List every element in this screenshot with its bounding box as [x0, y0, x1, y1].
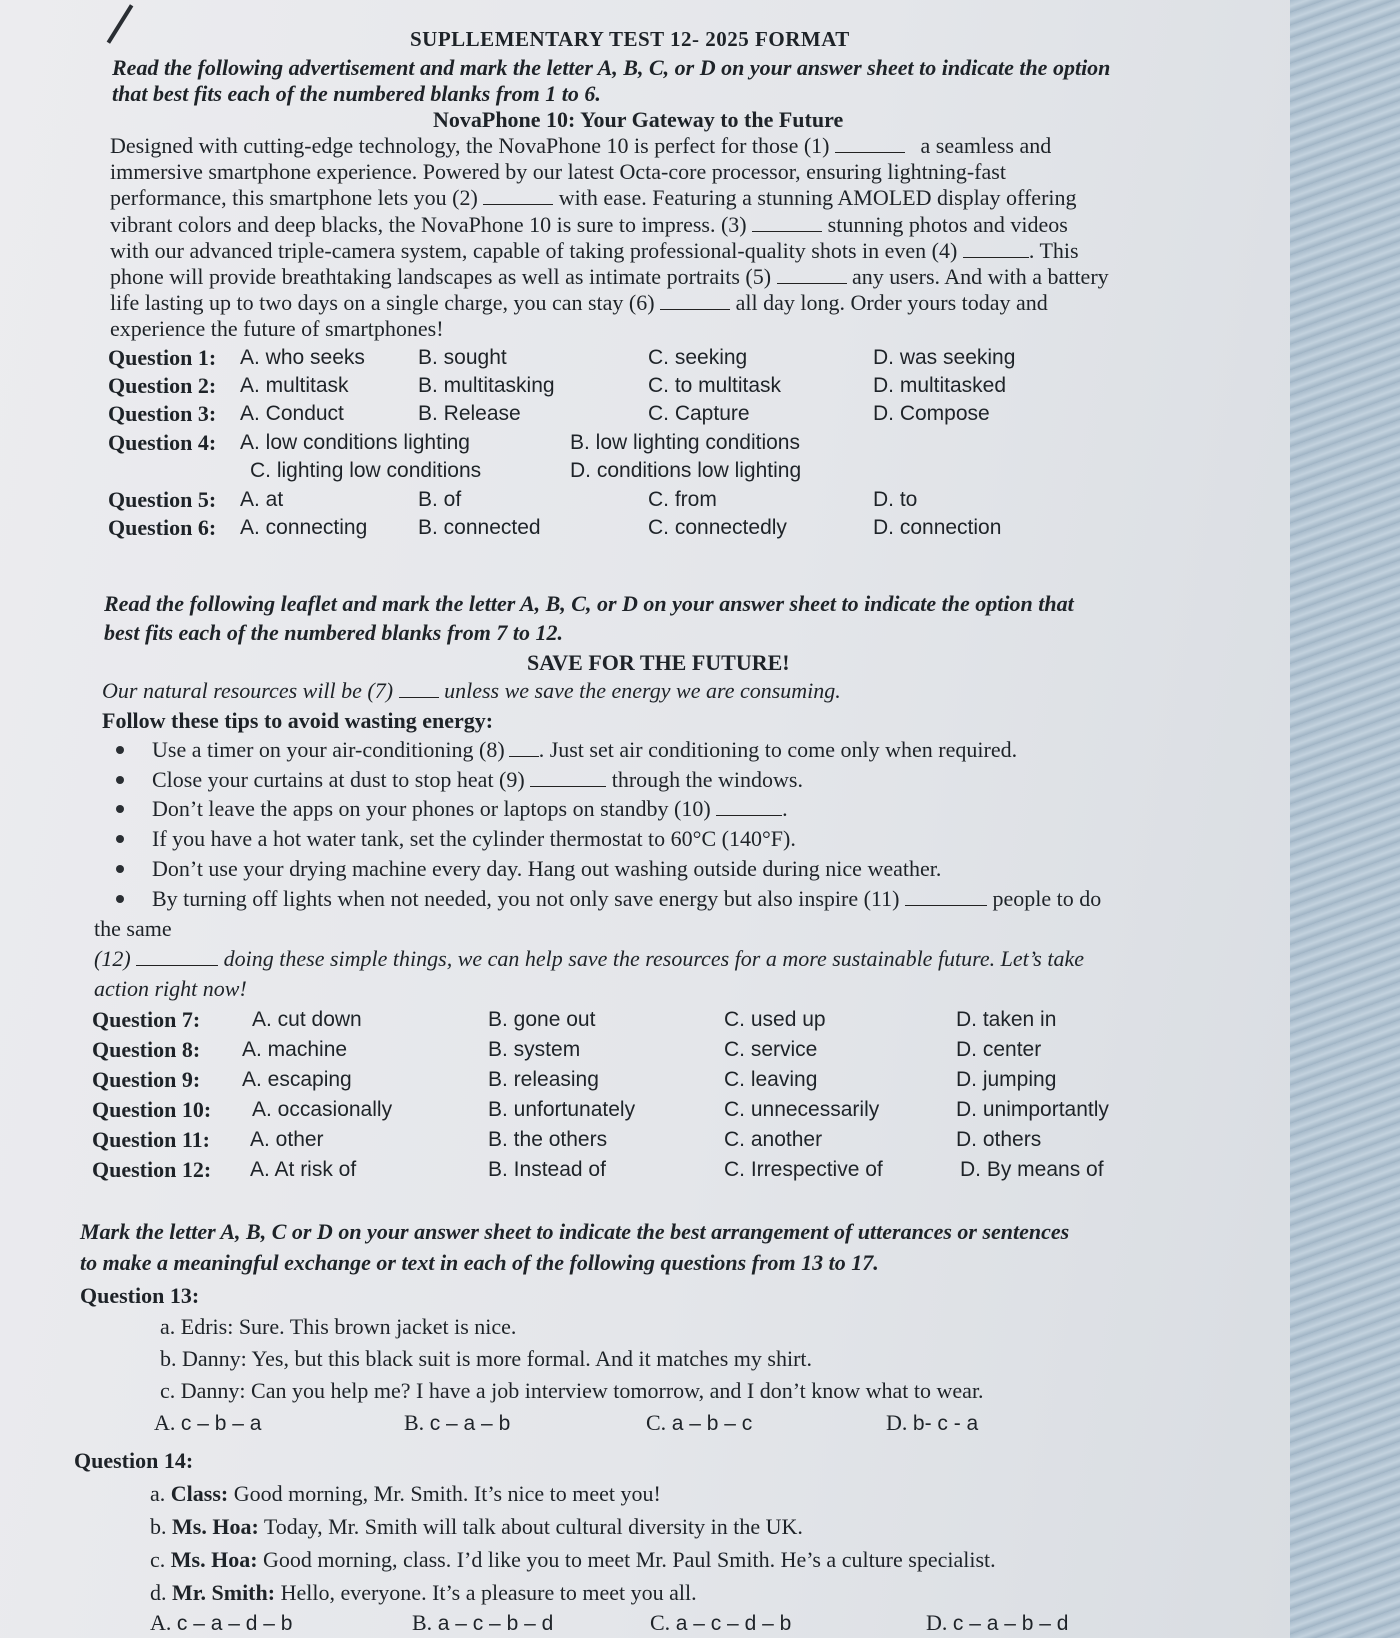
speaker: Ms. Hoa:: [170, 1547, 258, 1572]
part1-instruction-2: that best fits each of the numbered blanks from 1 to 6.: [112, 81, 601, 106]
ad-line-1: [110, 133, 1051, 159]
option-c: C. service: [724, 1038, 818, 1061]
option-c: C. from: [648, 488, 717, 511]
ad-line-4-text-a: vibrant colors and deep blacks, the NovaPhone 10 is sure to impress. (3): [110, 212, 747, 237]
question-label: Question 10:: [92, 1097, 212, 1122]
ad-line-6-text-a: phone will provide breathtaking landscapes as well as intimate portraits (5): [110, 264, 772, 289]
option-d: D. conditions low lighting: [570, 459, 802, 482]
option-a: A. at: [240, 488, 284, 511]
question-label: Question 11:: [92, 1127, 210, 1152]
ad-line-4-text-b: stunning photos and videos: [827, 212, 1068, 237]
pen-mark: [107, 4, 134, 43]
option-b: B. Release: [418, 402, 521, 425]
tip-item: If you have a hot water tank, set the cylinder thermostat to 60°C (140°F).: [152, 826, 796, 851]
question-label: Question 9:: [92, 1067, 201, 1092]
exchange-line: [150, 1481, 661, 1507]
exchange-line: [150, 1514, 803, 1540]
option-letter: B.: [412, 1610, 433, 1635]
question-label: Question 3:: [108, 401, 217, 426]
option-text: c – b – a: [180, 1412, 262, 1435]
option-a: A. Conduct: [240, 402, 344, 425]
question-label: Question 7:: [92, 1007, 201, 1032]
ad-line-7: [110, 290, 1048, 316]
speaker: Ms. Hoa:: [172, 1514, 259, 1539]
blank-9: [530, 768, 606, 787]
part3-instruction-1: Mark the letter A, B, C or D on your answer sheet to indicate the best arrangement of utterances or sentences: [80, 1219, 1070, 1244]
option-d: D. Compose: [873, 402, 990, 425]
line-text: Good morning, Mr. Smith. It’s nice to meet you!: [228, 1481, 661, 1506]
ad-line-5-text-b: . This: [1028, 238, 1079, 263]
ad-title: NovaPhone 10: Your Gateway to the Future: [433, 107, 844, 132]
tip-continuation: the same: [94, 916, 172, 941]
option-letter: B.: [404, 1410, 425, 1435]
blank-4: [963, 239, 1029, 258]
ad-line-7-text-b: all day long. Order yours today and: [735, 290, 1048, 315]
option-text: a – b – c: [671, 1412, 753, 1435]
blank-6: [660, 291, 730, 310]
line-text: Good morning, class. I’d like you to meet Mr. Paul Smith. He’s a culture specialist.: [257, 1547, 996, 1572]
option-c: C. connectedly: [648, 516, 787, 539]
blank-10: [716, 797, 782, 816]
exchange-line: [150, 1547, 996, 1573]
option-b: B. low lighting conditions: [570, 431, 800, 454]
bullet-icon: [116, 835, 124, 843]
option-a: A. machine: [242, 1038, 348, 1061]
page-title: SUPLLEMENTARY TEST 12- 2025 FORMAT: [410, 27, 850, 51]
leaflet-intro-text-b: unless we save the energy we are consuming.: [444, 678, 841, 703]
exchange-line: a. Edris: Sure. This brown jacket is nice.: [160, 1314, 517, 1339]
ad-line-1-text-b: a seamless and: [920, 133, 1052, 158]
bullet-icon: [116, 805, 124, 813]
blank-11: [905, 887, 987, 906]
part2-instruction-1: Read the following leaflet and mark the letter A, B, C, or D on your answer sheet to indicate the option that: [104, 591, 1074, 616]
blank-2: [483, 186, 553, 205]
leaflet-intro: [102, 678, 841, 704]
ad-line-4: [110, 212, 1068, 238]
option-letter: D.: [926, 1610, 948, 1635]
option-text: a – c – b – d: [437, 1612, 554, 1635]
ad-line-3-text-b: with ease. Featuring a stunning AMOLED display offering: [558, 185, 1077, 210]
option-b: B. gone out: [488, 1008, 596, 1031]
part3-instruction-2: to make a meaningful exchange or text in each of the following questions from 13 to 17.: [80, 1250, 879, 1275]
question-label: Question 14:: [74, 1448, 194, 1473]
option-c: C. leaving: [724, 1068, 818, 1091]
ad-line-5-text-a: with our advanced triple-camera system, capable of taking professional-quality shots in even (4): [110, 238, 958, 263]
blank-7: [399, 679, 439, 698]
tip-text-b: through the windows.: [611, 767, 803, 792]
option-a: A. At risk of: [250, 1158, 357, 1181]
question-label: Question 12:: [92, 1157, 212, 1182]
option-d: D. center: [956, 1038, 1042, 1061]
line-prefix: a.: [150, 1481, 171, 1506]
option-b: B. the others: [488, 1128, 608, 1151]
ad-line-6: [110, 264, 1109, 290]
option-d: D. others: [956, 1128, 1042, 1151]
tip-item: [152, 886, 1101, 912]
option-a: A. occasionally: [252, 1098, 393, 1121]
leaflet-intro-text-a: Our natural resources will be (7): [102, 678, 394, 703]
line-text: Hello, everyone. It’s a pleasure to meet you all.: [275, 1580, 697, 1605]
option-text: b- c - a: [912, 1412, 979, 1435]
option-b: B. of: [418, 488, 462, 511]
option-d: D. multitasked: [873, 374, 1007, 397]
blank-5: [777, 265, 847, 284]
option-a: A. who seeks: [240, 346, 365, 369]
line-text: Today, Mr. Smith will talk about cultural diversity in the UK.: [258, 1514, 803, 1539]
line-prefix: b.: [150, 1514, 172, 1539]
option-d: D. was seeking: [873, 346, 1016, 369]
option-c: C. to multitask: [648, 374, 782, 397]
part2-instruction-2: best fits each of the numbered blanks from 7 to 12.: [104, 620, 563, 645]
option-d: [926, 1610, 1068, 1637]
leaflet-closing-text-a: (12): [94, 946, 131, 971]
question-label: Question 5:: [108, 487, 217, 512]
option-a: A. cut down: [252, 1008, 362, 1031]
tip-text-b: .: [782, 796, 788, 821]
leaflet-closing: [94, 946, 1084, 972]
question-label: Question 2:: [108, 373, 217, 398]
line-prefix: c.: [150, 1547, 171, 1572]
leaflet-title: SAVE FOR THE FUTURE!: [527, 650, 790, 675]
line-prefix: d.: [150, 1580, 172, 1605]
question-label: Question 13:: [80, 1283, 200, 1308]
option-text: c – a – b: [429, 1412, 511, 1435]
option-c: C. lighting low conditions: [250, 459, 482, 482]
ad-line-8: experience the future of smartphones!: [110, 316, 444, 341]
option-b: B. unfortunately: [488, 1098, 636, 1121]
option-b: B. connected: [418, 516, 541, 539]
option-letter: A.: [150, 1610, 172, 1635]
option-d: D. to: [873, 488, 918, 511]
tip-text-b: . Just set air conditioning to come only when required.: [538, 737, 1018, 762]
option-d: D. jumping: [956, 1068, 1057, 1091]
tip-item: [152, 796, 788, 822]
option-c: C. Irrespective of: [724, 1158, 883, 1181]
tip-text-b: people to do: [992, 886, 1102, 911]
option-a: [150, 1610, 292, 1637]
option-b: [404, 1410, 510, 1437]
ad-line-3: [110, 185, 1077, 211]
option-d: D. taken in: [956, 1008, 1057, 1031]
tip-text-a: Use a timer on your air-conditioning (8): [152, 737, 505, 762]
speaker: Mr. Smith:: [172, 1580, 276, 1605]
leaflet-closing-cont: action right now!: [94, 976, 247, 1001]
option-b: B. sought: [418, 346, 507, 369]
option-c: C. another: [724, 1128, 823, 1151]
option-text: c – a – b – d: [952, 1612, 1069, 1635]
option-b: B. releasing: [488, 1068, 599, 1091]
bullet-icon: [116, 895, 124, 903]
option-a: A. other: [250, 1128, 324, 1151]
leaflet-closing-text-b: doing these simple things, we can help save the resources for a more sustainable future. Let’s take: [223, 946, 1084, 971]
option-letter: D.: [886, 1410, 908, 1435]
ad-line-5: [110, 238, 1079, 264]
question-label: Question 1:: [108, 345, 217, 370]
ad-line-3-text-a: performance, this smartphone lets you (2): [110, 185, 478, 210]
option-c: [650, 1610, 791, 1637]
option-letter: C.: [646, 1410, 667, 1435]
bullet-icon: [116, 776, 124, 784]
option-a: A. multitask: [240, 374, 349, 397]
option-c: C. seeking: [648, 346, 748, 369]
speaker: Class:: [170, 1481, 229, 1506]
exchange-line: c. Danny: Can you help me? I have a job interview tomorrow, and I don’t know what to wear.: [160, 1378, 984, 1403]
exchange-line: b. Danny: Yes, but this black suit is more formal. And it matches my shirt.: [160, 1346, 813, 1371]
option-c: [646, 1410, 752, 1437]
option-b: B. system: [488, 1038, 581, 1061]
option-c: C. Capture: [648, 402, 750, 425]
option-b: [412, 1610, 553, 1637]
option-text: c – a – d – b: [176, 1612, 293, 1635]
tip-text-a: Don’t leave the apps on your phones or laptops on standby (10): [152, 796, 711, 821]
tip-text-a: Close your curtains at dust to stop heat (9): [152, 767, 525, 792]
blank-3: [752, 213, 822, 232]
bullet-icon: [116, 865, 124, 873]
blank-12: [136, 947, 218, 966]
part1-instruction-1: Read the following advertisement and mark the letter A, B, C, or D on your answer sheet to indicate the option: [112, 55, 1111, 80]
blank-8: [509, 738, 539, 757]
option-d: D. By means of: [960, 1158, 1104, 1181]
option-a: [154, 1410, 261, 1437]
question-label: Question 4:: [108, 430, 217, 455]
option-b: B. multitasking: [418, 374, 555, 397]
question-label: Question 8:: [92, 1037, 201, 1062]
blank-1: [835, 134, 905, 153]
option-c: C. used up: [724, 1008, 826, 1031]
option-a: A. connecting: [240, 516, 368, 539]
question-label: Question 6:: [108, 515, 217, 540]
ad-line-7-text-a: life lasting up to two days on a single charge, you can stay (6): [110, 290, 655, 315]
option-letter: A.: [154, 1410, 176, 1435]
option-text: a – c – d – b: [675, 1612, 792, 1635]
tip-item: [152, 737, 1017, 763]
option-letter: C.: [650, 1610, 671, 1635]
tip-text-a: By turning off lights when not needed, you not only save energy but also inspire (11): [152, 886, 900, 911]
tip-item: Don’t use your drying machine every day. Hang out washing outside during nice weather.: [152, 856, 942, 881]
option-b: B. Instead of: [488, 1158, 606, 1181]
tip-item: [152, 767, 803, 793]
bullet-icon: [116, 746, 124, 754]
option-d: [886, 1410, 978, 1437]
ad-line-6-text-b: any users. And with a battery: [852, 264, 1109, 289]
option-a: A. low conditions lighting: [240, 431, 470, 454]
background-edge: [1290, 0, 1400, 1638]
exchange-line: [150, 1580, 697, 1606]
option-c: C. unnecessarily: [724, 1098, 880, 1121]
ad-line-2: immersive smartphone experience. Powered by our latest Octa-core processor, ensuring lightning-fast: [110, 159, 1006, 184]
option-d: D. unimportantly: [956, 1098, 1109, 1121]
option-a: A. escaping: [242, 1068, 352, 1091]
tips-heading: Follow these tips to avoid wasting energy:: [102, 708, 494, 733]
ad-line-1-text-a: Designed with cutting-edge technology, the NovaPhone 10 is perfect for those (1): [110, 133, 830, 158]
option-d: D. connection: [873, 516, 1002, 539]
